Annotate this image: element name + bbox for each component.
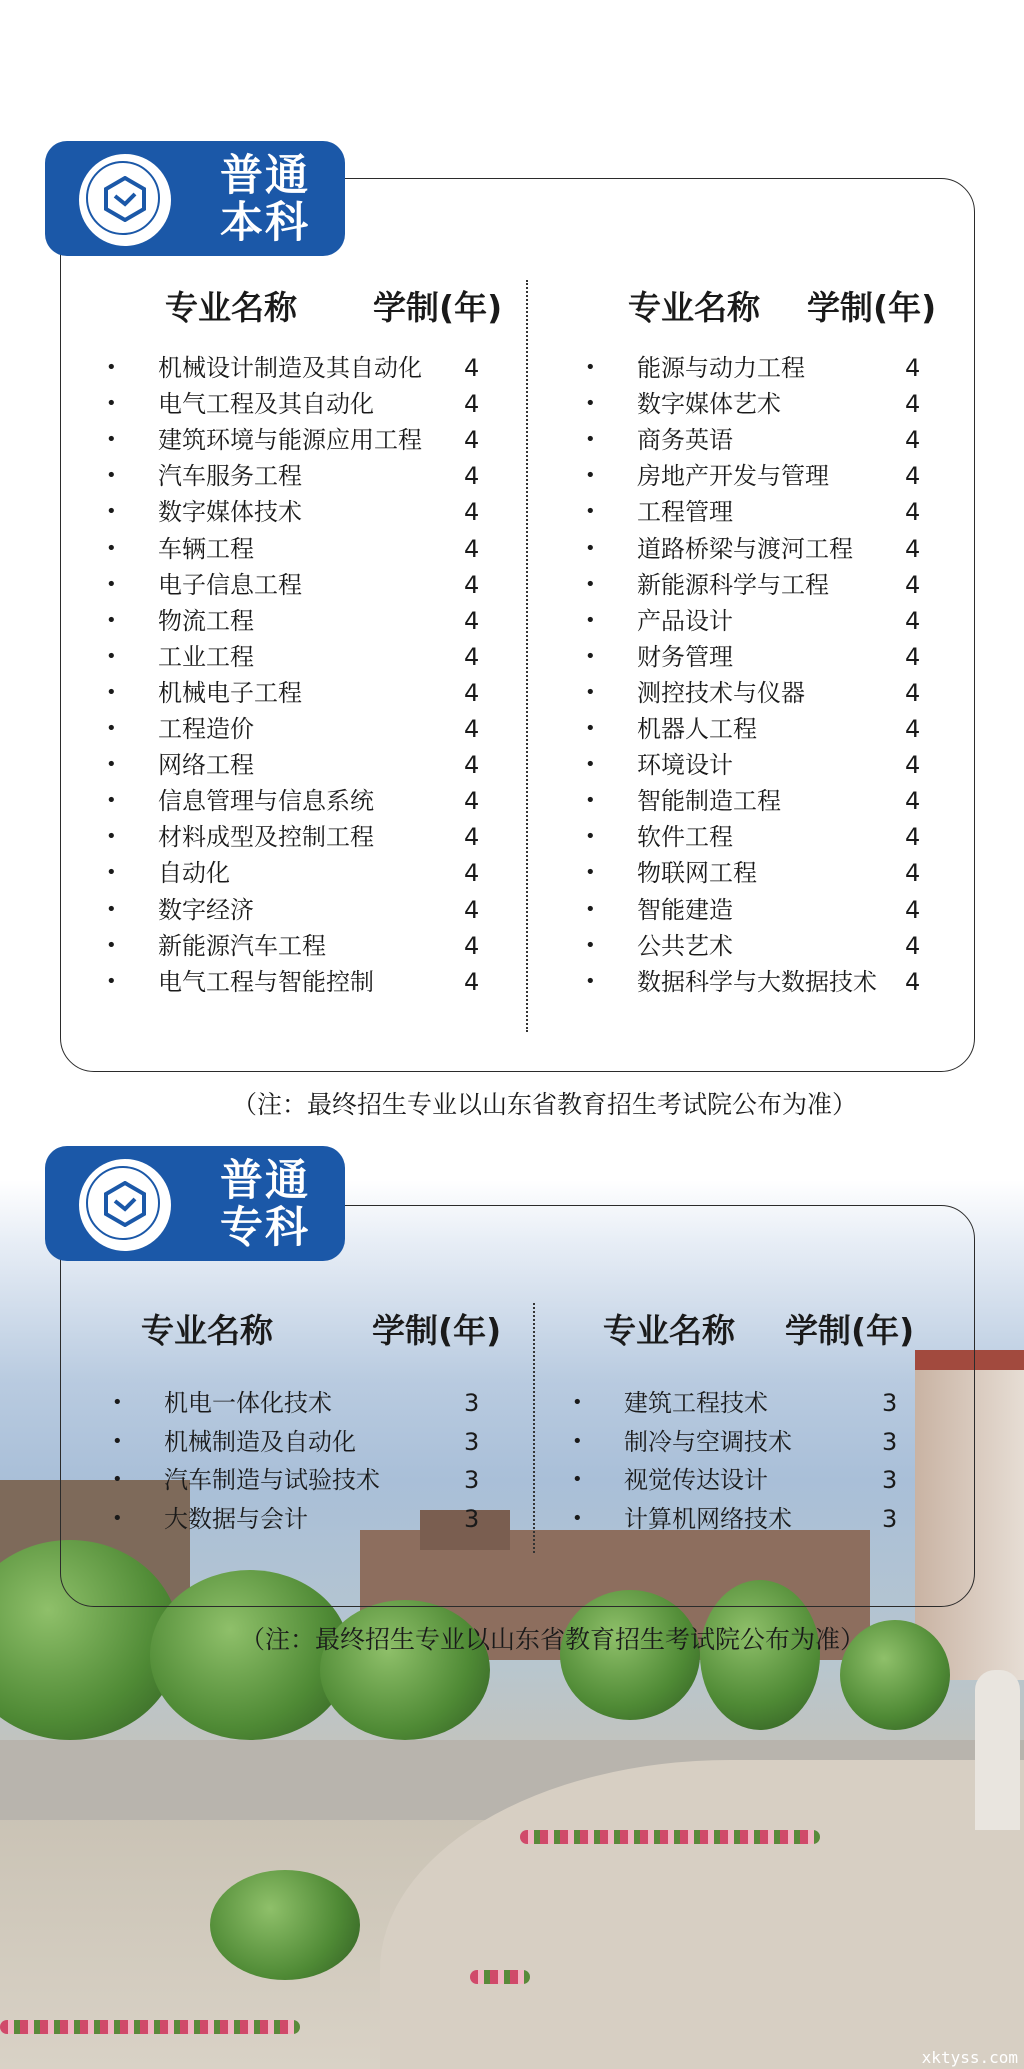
major-years: 4 bbox=[464, 462, 480, 491]
column-header-major-name: 专业名称 bbox=[603, 1311, 735, 1350]
major-row bbox=[585, 422, 925, 458]
major-years: 4 bbox=[464, 967, 480, 996]
junior-college-badge bbox=[45, 1146, 345, 1261]
bullet: • bbox=[106, 501, 117, 523]
bullet: • bbox=[106, 609, 117, 631]
bullet: • bbox=[106, 465, 117, 487]
major-name: 智能制造工程 bbox=[637, 787, 781, 816]
section-title-line2: 专科 bbox=[220, 1203, 310, 1253]
major-row bbox=[585, 783, 925, 819]
major-years: 3 bbox=[882, 1427, 898, 1456]
major-years: 3 bbox=[882, 1389, 898, 1417]
bullet: • bbox=[106, 573, 117, 595]
major-name: 公共艺术 bbox=[637, 931, 733, 960]
column-header-years: 学制(年) bbox=[372, 1311, 502, 1350]
column-header-years: 学制(年) bbox=[373, 288, 503, 327]
major-name: 财务管理 bbox=[637, 642, 733, 671]
major-years: 4 bbox=[464, 534, 480, 563]
bullet: • bbox=[572, 1392, 583, 1413]
major-name: 新能源科学与工程 bbox=[637, 570, 829, 599]
major-years: 4 bbox=[905, 462, 921, 491]
major-row bbox=[585, 747, 925, 783]
major-row bbox=[106, 531, 484, 567]
major-row bbox=[106, 964, 484, 1000]
major-name: 工程管理 bbox=[637, 498, 733, 527]
bullet: • bbox=[585, 681, 596, 703]
bullet: • bbox=[585, 609, 596, 631]
major-row bbox=[112, 1501, 484, 1537]
major-name: 工程造价 bbox=[158, 715, 254, 743]
major-row bbox=[572, 1462, 902, 1498]
major-name: 建筑环境与能源应用工程 bbox=[158, 426, 422, 455]
major-name: 数字媒体艺术 bbox=[637, 390, 781, 419]
major-row bbox=[106, 928, 484, 964]
major-years: 4 bbox=[905, 498, 921, 527]
bullet: • bbox=[585, 393, 596, 415]
major-name: 物联网工程 bbox=[637, 859, 757, 888]
major-years: 4 bbox=[464, 895, 480, 924]
major-name: 数字媒体技术 bbox=[158, 498, 302, 527]
university-emblem-icon bbox=[79, 1159, 171, 1251]
major-row bbox=[106, 567, 484, 603]
major-years: 4 bbox=[905, 570, 921, 599]
major-row bbox=[585, 639, 925, 675]
major-row bbox=[106, 639, 484, 675]
major-row bbox=[106, 711, 484, 747]
major-row bbox=[106, 350, 484, 386]
major-years: 3 bbox=[464, 1389, 480, 1417]
major-name: 机械制造及自动化 bbox=[164, 1427, 356, 1456]
major-years: 3 bbox=[882, 1466, 898, 1495]
major-row bbox=[585, 892, 925, 928]
major-name: 软件工程 bbox=[637, 823, 733, 852]
major-name: 机械电子工程 bbox=[158, 678, 302, 707]
major-years: 3 bbox=[464, 1427, 480, 1456]
major-row bbox=[106, 386, 484, 422]
major-row bbox=[106, 458, 484, 494]
major-name: 信息管理与信息系统 bbox=[158, 787, 374, 816]
major-row bbox=[112, 1385, 484, 1421]
major-row bbox=[112, 1462, 484, 1498]
major-row bbox=[585, 964, 925, 1000]
major-years: 4 bbox=[905, 678, 921, 707]
major-years: 4 bbox=[905, 895, 921, 924]
major-name: 环境设计 bbox=[637, 751, 733, 780]
major-name: 机械设计制造及其自动化 bbox=[158, 354, 422, 382]
footnote: （注：最终招生专业以山东省教育招生考试院公布为准） bbox=[240, 1625, 866, 1654]
bullet: • bbox=[106, 537, 117, 559]
major-row bbox=[572, 1501, 902, 1537]
university-emblem-icon bbox=[79, 154, 171, 246]
column-header-major-name: 专业名称 bbox=[628, 288, 760, 327]
undergraduate-badge bbox=[45, 141, 345, 256]
major-row bbox=[585, 386, 925, 422]
bullet: • bbox=[585, 465, 596, 487]
major-years: 4 bbox=[905, 426, 921, 455]
flower-bed bbox=[520, 1830, 820, 1844]
footnote: （注：最终招生专业以山东省教育招生考试院公布为准） bbox=[232, 1090, 858, 1119]
bullet: • bbox=[585, 357, 596, 378]
bullet: • bbox=[572, 1507, 583, 1529]
major-years: 4 bbox=[464, 823, 480, 852]
major-row bbox=[585, 928, 925, 964]
major-name: 汽车制造与试验技术 bbox=[164, 1466, 380, 1495]
major-name: 数字经济 bbox=[158, 895, 254, 924]
column-header-major-name: 专业名称 bbox=[165, 288, 297, 327]
section-title bbox=[220, 1158, 330, 1252]
major-name: 智能建造 bbox=[637, 895, 733, 924]
major-years: 3 bbox=[464, 1466, 480, 1495]
major-years: 4 bbox=[464, 715, 480, 743]
column-divider bbox=[533, 1303, 535, 1553]
bullet: • bbox=[585, 898, 596, 920]
major-years: 4 bbox=[905, 642, 921, 671]
bullet: • bbox=[106, 970, 117, 992]
major-name: 道路桥梁与渡河工程 bbox=[637, 534, 853, 563]
major-row bbox=[585, 711, 925, 747]
flower-bed bbox=[0, 2020, 300, 2034]
major-name: 网络工程 bbox=[158, 751, 254, 780]
bullet: • bbox=[585, 501, 596, 523]
major-row bbox=[106, 892, 484, 928]
bullet: • bbox=[572, 1469, 583, 1491]
major-years: 4 bbox=[464, 606, 480, 635]
bullet: • bbox=[112, 1469, 123, 1491]
major-name: 房地产开发与管理 bbox=[637, 462, 829, 491]
section-title-line1: 普通 bbox=[220, 1156, 310, 1206]
major-row bbox=[585, 603, 925, 639]
bullet: • bbox=[106, 681, 117, 703]
bullet: • bbox=[585, 754, 596, 776]
bullet: • bbox=[106, 718, 117, 739]
major-name: 计算机网络技术 bbox=[624, 1504, 792, 1533]
section-title-line1: 普通 bbox=[220, 151, 310, 201]
section-title-line2: 本科 bbox=[220, 198, 310, 248]
bullet: • bbox=[106, 429, 117, 451]
major-name: 机器人工程 bbox=[637, 715, 757, 743]
bullet: • bbox=[106, 645, 117, 667]
major-name: 汽车服务工程 bbox=[158, 462, 302, 491]
major-years: 4 bbox=[464, 570, 480, 599]
major-row bbox=[585, 350, 925, 386]
major-years: 4 bbox=[905, 931, 921, 960]
emblem-hexagon-icon bbox=[103, 1181, 147, 1227]
major-name: 物流工程 bbox=[158, 606, 254, 635]
bullet: • bbox=[106, 790, 117, 812]
major-years: 4 bbox=[464, 751, 480, 780]
major-name: 能源与动力工程 bbox=[637, 354, 805, 382]
major-name: 数据科学与大数据技术 bbox=[637, 967, 877, 996]
major-years: 4 bbox=[905, 967, 921, 996]
major-years: 4 bbox=[464, 498, 480, 527]
major-row bbox=[585, 458, 925, 494]
major-years: 4 bbox=[905, 390, 921, 419]
bullet: • bbox=[112, 1430, 123, 1452]
major-years: 4 bbox=[464, 859, 480, 888]
bullet: • bbox=[585, 429, 596, 451]
major-row bbox=[106, 783, 484, 819]
section-title bbox=[220, 153, 330, 247]
major-years: 4 bbox=[464, 787, 480, 816]
watermark: xktyss.com bbox=[921, 2048, 1018, 2067]
major-name: 电气工程与智能控制 bbox=[158, 967, 374, 996]
major-row bbox=[585, 531, 925, 567]
bullet: • bbox=[585, 537, 596, 559]
major-years: 4 bbox=[905, 823, 921, 852]
emblem-hexagon-icon bbox=[103, 176, 147, 222]
major-row bbox=[572, 1385, 902, 1421]
major-years: 4 bbox=[464, 390, 480, 419]
bullet: • bbox=[585, 970, 596, 992]
major-row bbox=[106, 747, 484, 783]
major-name: 电气工程及其自动化 bbox=[158, 390, 374, 419]
tree bbox=[210, 1870, 360, 1980]
bullet: • bbox=[106, 357, 117, 378]
major-name: 车辆工程 bbox=[158, 534, 254, 563]
major-row bbox=[585, 675, 925, 711]
bullet: • bbox=[106, 826, 117, 848]
major-row bbox=[106, 855, 484, 891]
major-years: 4 bbox=[905, 859, 921, 888]
major-years: 4 bbox=[464, 354, 480, 382]
bullet: • bbox=[572, 1430, 583, 1452]
major-name: 视觉传达设计 bbox=[624, 1466, 768, 1495]
bullet: • bbox=[106, 934, 117, 956]
column-header-years: 学制(年) bbox=[807, 288, 937, 327]
major-years: 4 bbox=[905, 715, 921, 743]
major-name: 自动化 bbox=[158, 859, 230, 888]
major-years: 3 bbox=[464, 1504, 480, 1533]
major-row bbox=[585, 819, 925, 855]
major-name: 建筑工程技术 bbox=[624, 1389, 768, 1417]
major-years: 4 bbox=[464, 426, 480, 455]
bullet: • bbox=[112, 1507, 123, 1529]
bullet: • bbox=[585, 934, 596, 956]
major-name: 工业工程 bbox=[158, 642, 254, 671]
major-years: 3 bbox=[882, 1504, 898, 1533]
major-row bbox=[106, 603, 484, 639]
bullet: • bbox=[585, 718, 596, 739]
bullet: • bbox=[106, 754, 117, 776]
major-years: 4 bbox=[905, 534, 921, 563]
major-years: 4 bbox=[905, 787, 921, 816]
major-row bbox=[106, 494, 484, 530]
major-row bbox=[106, 819, 484, 855]
major-years: 4 bbox=[905, 606, 921, 635]
major-name: 新能源汽车工程 bbox=[158, 931, 326, 960]
bullet: • bbox=[585, 645, 596, 667]
major-name: 制冷与空调技术 bbox=[624, 1427, 792, 1456]
column-header-years: 学制(年) bbox=[785, 1311, 915, 1350]
bullet: • bbox=[112, 1392, 123, 1413]
major-row bbox=[585, 855, 925, 891]
bullet: • bbox=[106, 393, 117, 415]
bullet: • bbox=[585, 826, 596, 848]
major-years: 4 bbox=[464, 642, 480, 671]
major-years: 4 bbox=[905, 354, 921, 382]
statue bbox=[975, 1670, 1020, 1830]
major-years: 4 bbox=[905, 751, 921, 780]
major-years: 4 bbox=[464, 931, 480, 960]
flower-bed bbox=[470, 1970, 530, 1984]
major-name: 材料成型及控制工程 bbox=[158, 823, 374, 852]
major-name: 机电一体化技术 bbox=[164, 1389, 332, 1417]
column-header-major-name: 专业名称 bbox=[141, 1311, 273, 1350]
major-row bbox=[585, 494, 925, 530]
bullet: • bbox=[106, 862, 117, 884]
bullet: • bbox=[585, 790, 596, 812]
major-name: 测控技术与仪器 bbox=[637, 678, 805, 707]
major-row bbox=[585, 567, 925, 603]
major-row bbox=[106, 422, 484, 458]
major-row bbox=[572, 1424, 902, 1460]
bullet: • bbox=[106, 898, 117, 920]
major-row bbox=[106, 675, 484, 711]
major-years: 4 bbox=[464, 678, 480, 707]
major-row bbox=[112, 1424, 484, 1460]
bullet: • bbox=[585, 862, 596, 884]
major-name: 电子信息工程 bbox=[158, 570, 302, 599]
bullet: • bbox=[585, 573, 596, 595]
major-name: 商务英语 bbox=[637, 426, 733, 455]
major-name: 产品设计 bbox=[637, 606, 733, 635]
major-name: 大数据与会计 bbox=[164, 1504, 308, 1533]
column-divider bbox=[526, 280, 528, 1032]
